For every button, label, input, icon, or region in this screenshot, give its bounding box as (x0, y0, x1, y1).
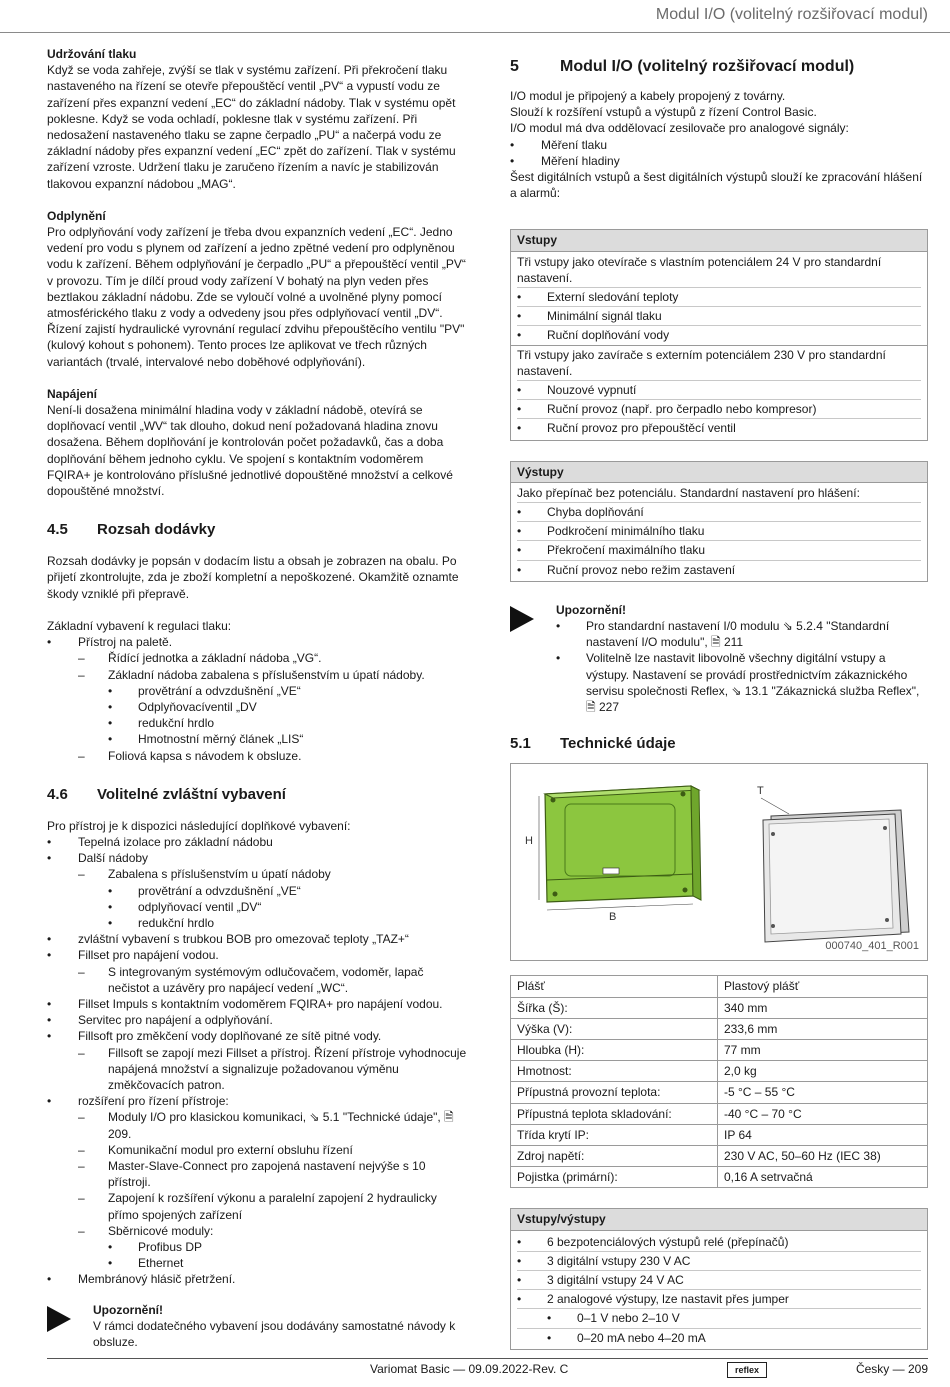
header-title: Modul I/O (volitelný rozšiřovací modul) (655, 6, 928, 23)
chapter-5-heading (510, 58, 928, 76)
inputs-box (510, 229, 928, 440)
list-item: • provětrání a odvzdušnění „VE“ (47, 883, 467, 899)
list-item: • Fillset Impuls s kontaktním vodoměrem FQIRA+ pro napájení vodou. (47, 996, 467, 1012)
dim-label-h: H (525, 835, 533, 848)
list-item: • Nouzové vypnutí (517, 381, 921, 400)
table-value: Plastový plášť (718, 976, 928, 997)
list-item: • 6 bezpotenciálových výstupů relé (přepínačů) (517, 1233, 921, 1252)
technical-data-table (510, 975, 928, 1188)
table-row (511, 1082, 928, 1103)
list-item: • Měření hladiny (510, 153, 928, 169)
list-item: • rozšíření pro řízení přístroje: (47, 1093, 467, 1109)
list-item: • 2 analogové výstupy, lze nastavit přes jumper (517, 1290, 921, 1309)
table-value: 233,6 mm (718, 1018, 928, 1039)
module-p2: Slouží k rozšíření vstupů a výstupů z řízení Control Basic. (510, 105, 817, 120)
chapter-number: 5 (510, 58, 519, 75)
io-box (510, 1208, 928, 1349)
list-item: • odplyňovací ventil „DV“ (47, 899, 467, 915)
list-item: – Moduly I/O pro klasickou komunikaci, ⇘ 5.1 "Technické údaje", 🗎 209. (47, 1109, 467, 1141)
table-value: 230 V AC, 50–60 Hz (IEC 38) (718, 1145, 928, 1166)
note-item: • Volitelně lze nastavit libovolně všechny digitální vstupy a výstupy. Nastavení se provádí prostřednictvím zákaznického servisu společnosti Reflex, ⇘ 13.1 "Zákaznická služba Reflex", 🗎 227 (556, 650, 928, 715)
table-row (511, 1145, 928, 1166)
footer-logo: reflex (727, 1362, 767, 1378)
list-item: – Řídící jednotka a základní nádoba „VG“. (47, 650, 467, 666)
table-row (511, 976, 928, 997)
list-item: • Ruční provoz nebo režim zastavení (517, 561, 921, 579)
section-title: Volitelné zvláštní vybavení (97, 785, 286, 803)
table-key: Pojistka (primární): (511, 1167, 718, 1188)
page-header (0, 0, 950, 34)
figure-caption: 000740_401_R001 (825, 940, 919, 953)
list-item: • Membránový hlásič přetržení. (47, 1271, 467, 1287)
module-p4: Šest digitálních vstupů a šest digitálních výstupů slouží ke zpracování hlášení a alarmů: (510, 170, 923, 201)
module-p1: I/O modul je připojený a kabely propojený z továrny. (510, 89, 786, 103)
table-row (511, 1124, 928, 1145)
io-heading: Vstupy/výstupy (511, 1209, 927, 1230)
module-illustration (511, 764, 927, 960)
section-4-6-heading (47, 786, 467, 804)
chapter-title: Modul I/O (volitelný rozšiřovací modul) (560, 58, 855, 75)
list-item: • Odplyňovacíventil „DV (47, 699, 467, 715)
list-item: • zvláštní vybavení s trubkou BOB pro omezovač teploty „TAZ+“ (47, 931, 467, 947)
list-item: • Minimální signál tlaku (517, 307, 921, 326)
table-key: Přípustná teplota skladování: (511, 1103, 718, 1124)
dim-label-t: T (757, 785, 764, 798)
list-item: – Fillsoft se zapojí mezi Fillset a přístroj. Řízení přístroje vyhodnocuje napájená množství a signalizuje požadovanou výměnu změkčovacích patron. (47, 1045, 467, 1094)
left-note (47, 1302, 467, 1351)
optional-intro: Pro přístroj je k dispozici následující doplňkové vybavení: (47, 818, 351, 833)
table-key: Zdroj napětí: (511, 1145, 718, 1166)
delivery-text: Rozsah dodávky je popsán v dodacím listu a obsah je zobrazen na obalu. Po přijetí zkontrolujte, zda je zboží kompletní a nepoškozené. Okamžitě oznamte škody vzniklé při přepravě. (47, 554, 459, 601)
supply-section (47, 386, 467, 499)
delivery-list (47, 634, 467, 764)
list-item: • Ethernet (47, 1255, 467, 1271)
section-4-5-heading (47, 521, 467, 539)
note-text: V rámci dodatečného vybavení jsou dodávány samostatné návody k obsluze. (93, 1318, 456, 1350)
outputs-box (510, 461, 928, 582)
list-item: – Komunikační modul pro externí obsluhu řízení (47, 1142, 467, 1158)
list-item: • Tepelná izolace pro základní nádobu (47, 834, 467, 850)
list-item: – Zabalena s příslušenstvím u úpatí nádoby (47, 866, 467, 882)
pressure-text: Když se voda zahřeje, zvýší se tlak v systému zařízení. Při překročení tlaku nastaveného na řízení se otevře přepouštěcí ventil „PV“ a vypustí vodu ze zařízení přes expanzní vedení „EC“ do základní nádoby. Tlak v systému opět poklesne. Když se voda ochladí, poklesne tlak v systému zařízení. Při nedosažení nastaveného tlaku se zapne čerpadlo „PU“ a načerpá vodu ze základní nádoby přes expanzní vedení „EC“ zpět do zařízení. Tlak v systému zařízení vzroste. Udržení tlaku je zaručeno řízením a navíc je stabilizován tlakovou expanzní nádobou „MAG“. (47, 63, 456, 191)
note-heading: Upozornění! (93, 1302, 163, 1317)
inputs-g1-intro: Tři vstupy jako otevírače s vlastním potenciálem 24 V pro standardní nastavení. (517, 254, 921, 288)
table-value: 340 mm (718, 997, 928, 1018)
list-item: • redukční hrdlo (47, 915, 467, 931)
section-5-1-heading (510, 735, 928, 753)
inputs-heading: Vstupy (511, 230, 927, 251)
table-value: -40 °C – 70 °C (718, 1103, 928, 1124)
list-item: – S integrovaným systémovým odlučovačem, vodoměr, lapač nečistot a uzávěry pro napájecí vedení „WC“. (47, 964, 467, 996)
supply-text: Není-li dosažena minimální hladina vody v základní nádobě, otevírá se doplňovací ventil „WV“ tak dlouho, dokud není požadovaná hladina znovu dosažena. Během doplňování je kontrolován počet požadavků, čas a doba doplňování během jednoho cyklu. Ve spojení s kontaktním vodoměrem FQIRA+ je kontrolováno příslušné jednotlivé dopouštěné množství a celkové dopouštěné množství. (47, 403, 453, 499)
left-column (47, 46, 467, 1350)
right-column (510, 46, 928, 1350)
list-item: • Ruční provoz (např. pro čerpadlo nebo kompresor) (517, 400, 921, 419)
table-key: Třída krytí IP: (511, 1124, 718, 1145)
header-rule (0, 32, 950, 33)
pressure-section (47, 46, 467, 192)
table-value: 77 mm (718, 1039, 928, 1060)
list-item: – Základní nádoba zabalena s příslušenstvím u úpatí nádoby. (47, 667, 467, 683)
degassing-text: Pro odplyňování vody zařízení je třeba dvou expanzních vedení „EC“. Jedno vedení pro vodu s plynem od zařízení a jedno zpětné vedení pro odplyněnou vodu k zařízení. Během odplyňování je čerpadlo „PU“ a přepouštěcí ventil „PV“ v provozu. Tím je dílčí proud vody zařízení V bohatý na plyn veden přes beztlakou základní nádobu. Zde se vyloučí volné a uvolněné plyny pomocí atmosférického tlaku z vody a odvedeny jsou přes odplyňovací ventil „DV“. Řízení zajistí hydraulické vyrovnání regulací zdvihu přepouštěcího ventilu "PV" (kulový kohout s pohonem). Tento proces lze aplikovat ve třech různých variantách (trvalé, intervalové nebo doběhové odplyňování). (47, 225, 466, 369)
pressure-heading: Udržování tlaku (47, 47, 137, 61)
warning-arrow-icon (510, 606, 534, 632)
note-heading: Upozornění! (556, 602, 626, 617)
list-item: • Chyba doplňování (517, 503, 921, 522)
table-row (511, 1061, 928, 1082)
warning-arrow-icon (47, 1306, 71, 1332)
list-item: • Externí sledování teploty (517, 288, 921, 307)
table-row (511, 997, 928, 1018)
table-value: 0,16 A setrvačná (718, 1167, 928, 1188)
supply-heading: Napájení (47, 386, 98, 401)
dim-label-b: B (609, 911, 617, 924)
table-key: Šířka (Š): (511, 997, 718, 1018)
table-row (511, 1018, 928, 1039)
list-item: • Fillsoft pro změkčení vody doplňované ze sítě pitné vody. (47, 1028, 467, 1044)
note-item: • Pro standardní nastavení I/0 modulu ⇘ 5.2.4 "Standardní nastavení I/O modulu", 🗎 211 (556, 618, 928, 650)
table-value: -5 °C – 55 °C (718, 1082, 928, 1103)
list-item: • Ruční doplňování vody (517, 326, 921, 344)
list-item: • Profibus DP (47, 1239, 467, 1255)
list-item: • 0–20 mA nebo 4–20 mA (517, 1329, 921, 1347)
table-key: Hmotnost: (511, 1061, 718, 1082)
list-item: – Master-Slave-Connect pro zapojená nastavení nejvýše s 10 přístroji. (47, 1158, 467, 1190)
footer-page: Česky — 209 (855, 1362, 928, 1376)
section-number: 4.5 (47, 521, 68, 539)
section-title: Rozsah dodávky (97, 521, 216, 539)
module-figure (510, 763, 928, 961)
outputs-heading: Výstupy (511, 462, 927, 483)
list-item: • Hmotnostní měrný článek „LIS“ (47, 731, 467, 747)
list-item: • Fillset pro napájení vodou. (47, 947, 467, 963)
degassing-section (47, 208, 467, 370)
analog-list (510, 137, 928, 169)
table-key: Výška (V): (511, 1018, 718, 1039)
module-p3: I/O modul má dva oddělovací zesilovače pro analogové signály: (510, 121, 849, 136)
list-item: • Překročení maximálního tlaku (517, 541, 921, 560)
list-item: • 0–1 V nebo 2–10 V (517, 1309, 921, 1328)
footer-rule (47, 1358, 928, 1359)
table-key: Plášť (511, 976, 718, 997)
degassing-heading: Odplynění (47, 208, 106, 223)
optional-list (47, 834, 467, 1288)
right-note (510, 602, 928, 715)
outputs-intro: Jako přepínač bez potenciálu. Standardní nastavení pro hlášení: (517, 485, 921, 503)
io-list (517, 1233, 921, 1347)
inputs-g2-intro: Tři vstupy jako zavírače s externím potenciálem 230 V pro standardní nastavení. (517, 346, 921, 381)
table-value: 2,0 kg (718, 1061, 928, 1082)
list-item: • 3 digitální vstupy 230 V AC (517, 1252, 921, 1271)
list-item: • 3 digitální vstupy 24 V AC (517, 1271, 921, 1290)
table-row (511, 1167, 928, 1188)
list-item: • Podkročení minimálního tlaku (517, 522, 921, 541)
delivery-intro: Základní vybavení k regulaci tlaku: (47, 618, 232, 633)
section-number: 4.6 (47, 785, 68, 803)
footer-document: Variomat Basic — 09.09.2022-Rev. C (370, 1362, 569, 1376)
list-item: • provětrání a odvzdušnění „VE“ (47, 683, 467, 699)
list-item: • Přístroj na paletě. (47, 634, 467, 650)
list-item: • Ruční provoz pro přepouštěcí ventil (517, 419, 921, 437)
list-item: – Sběrnicové moduly: (47, 1223, 467, 1239)
table-key: Přípustná provozní teplota: (511, 1082, 718, 1103)
list-item: • Měření tlaku (510, 137, 928, 153)
list-item: • Servitec pro napájení a odplyňování. (47, 1012, 467, 1028)
list-item: – Zapojení k rozšíření výkonu a paralelní zapojení 2 hydraulicky přímo spojených zařízení (47, 1190, 467, 1222)
table-row (511, 1103, 928, 1124)
table-key: Hloubka (H): (511, 1039, 718, 1060)
table-value: IP 64 (718, 1124, 928, 1145)
list-item: – Foliová kapsa s návodem k obsluze. (47, 748, 467, 764)
list-item: • Další nádoby (47, 850, 467, 866)
section-number: 5.1 (510, 735, 531, 753)
section-title: Technické údaje (560, 735, 676, 753)
list-item: • redukční hrdlo (47, 715, 467, 731)
table-row (511, 1039, 928, 1060)
